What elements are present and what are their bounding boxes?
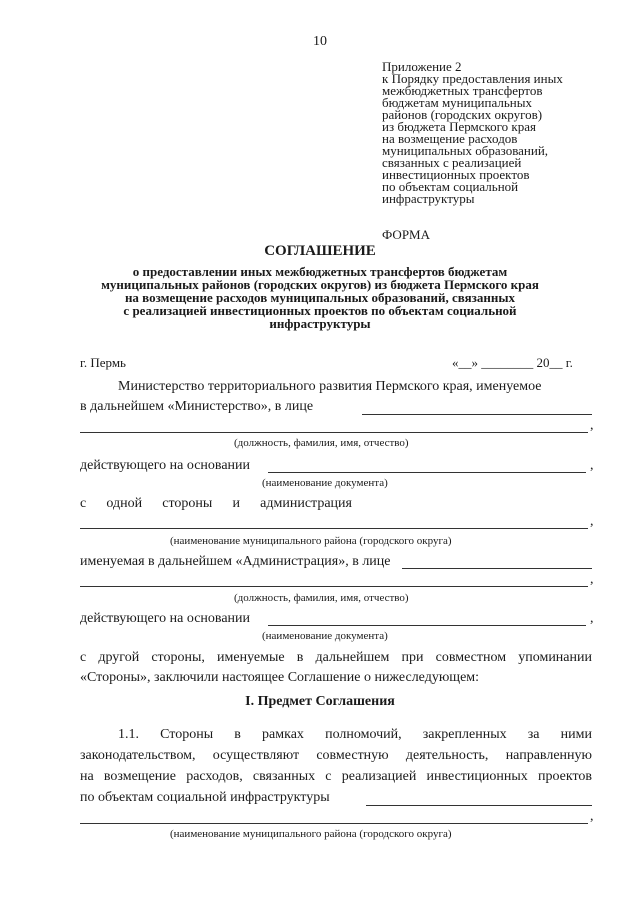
date-placeholder: «__» ________ 20__ г. bbox=[452, 355, 573, 370]
s11-line-3 bbox=[80, 769, 592, 785]
word: в bbox=[234, 727, 241, 742]
acting-basis-1: действующего на основании bbox=[80, 458, 251, 473]
word: рамках bbox=[262, 727, 304, 742]
appendix-line: из бюджета Пермского края bbox=[382, 119, 537, 134]
admin-representative-field-2 bbox=[80, 586, 588, 587]
s11-line-2 bbox=[80, 748, 592, 764]
word: законодательством, bbox=[80, 748, 196, 763]
word: стороны bbox=[162, 496, 213, 511]
appendix-line: межбюджетных трансфертов bbox=[382, 83, 543, 98]
section-1-title: I. Предмет Соглашения bbox=[245, 694, 395, 709]
word: за bbox=[527, 727, 540, 742]
word: одной bbox=[106, 496, 143, 511]
word: именуемые bbox=[217, 650, 285, 665]
word: направленную bbox=[505, 748, 592, 763]
word: в bbox=[296, 650, 304, 665]
word: совместном bbox=[435, 650, 507, 665]
admin-text: именуемая в дальнейшем «Администрация», в лице bbox=[80, 554, 391, 569]
representative-field bbox=[362, 414, 592, 415]
word: дальнейшем bbox=[315, 650, 390, 665]
appendix-line: связанных с реализацией bbox=[382, 155, 522, 170]
document-title: СОГЛАШЕНИЕ bbox=[264, 243, 376, 259]
word: возмещение bbox=[103, 769, 177, 784]
document-field-1 bbox=[268, 472, 586, 473]
caption-position-1: (должность, фамилия, имя, отчество) bbox=[234, 437, 409, 449]
word: при bbox=[401, 650, 424, 665]
admin-representative-field bbox=[402, 568, 592, 569]
word: стороны, bbox=[151, 650, 205, 665]
caption-district-1: (наименование муниципального района (городского округа) bbox=[170, 535, 452, 547]
word: упоминании bbox=[518, 650, 592, 665]
word: осуществляют bbox=[212, 748, 300, 763]
word: другой bbox=[98, 650, 140, 665]
word: инвестиционных bbox=[426, 769, 528, 784]
subtitle-line: на возмещение расходов муниципальных образований, связанных bbox=[124, 290, 516, 305]
comma: , bbox=[590, 809, 594, 824]
document-subtitle bbox=[0, 265, 640, 330]
word: и bbox=[232, 496, 240, 511]
appendix-line: Приложение 2 bbox=[382, 59, 462, 74]
district-field-3 bbox=[80, 823, 588, 824]
caption-document-1: (наименование документа) bbox=[262, 477, 388, 489]
district-field-1 bbox=[80, 528, 588, 529]
subtitle-line: муниципальных районов (городских округов) из бюджета Пермского края bbox=[101, 277, 539, 292]
appendix-block bbox=[382, 61, 563, 205]
appendix-line: инфраструктуры bbox=[382, 191, 475, 206]
word: Стороны bbox=[160, 727, 214, 742]
page-number: 10 bbox=[313, 34, 327, 49]
word: администрация bbox=[260, 496, 352, 511]
comma: , bbox=[590, 572, 594, 587]
other-side-line bbox=[80, 650, 592, 666]
appendix-line: районов (городских округов) bbox=[382, 107, 543, 122]
word: проектов bbox=[537, 769, 592, 784]
word: совместную bbox=[316, 748, 389, 763]
word: полномочий, bbox=[325, 727, 402, 742]
appendix-line: к Порядку предоставления иных bbox=[382, 71, 563, 86]
s11-line-1 bbox=[118, 727, 592, 743]
caption-document-2: (наименование документа) bbox=[262, 630, 388, 642]
appendix-line: муниципальных образований, bbox=[382, 143, 549, 158]
s11-line-4: по объектам социальной инфраструктуры bbox=[80, 790, 330, 805]
comma: , bbox=[590, 514, 594, 529]
subtitle-line: с реализацией инвестиционных проектов по объектам социальной bbox=[123, 303, 517, 318]
other-side-line-2: «Стороны», заключили настоящее Соглашение о нижеследующем: bbox=[80, 670, 480, 685]
side-line bbox=[80, 496, 352, 512]
appendix-line: инвестиционных проектов bbox=[382, 167, 530, 182]
word: ними bbox=[560, 727, 592, 742]
appendix-line: на возмещение расходов bbox=[382, 131, 518, 146]
representative-field-2 bbox=[80, 432, 588, 433]
subtitle-line: инфраструктуры bbox=[269, 316, 371, 331]
intro-line-2: в дальнейшем «Министерство», в лице bbox=[80, 399, 314, 414]
comma: , bbox=[590, 611, 594, 626]
comma: , bbox=[590, 458, 594, 473]
word: с bbox=[325, 769, 332, 784]
subtitle-line: о предоставлении иных межбюджетных трансфертов бюджетам bbox=[132, 264, 508, 279]
word: с bbox=[80, 496, 87, 511]
word: закрепленных bbox=[422, 727, 507, 742]
caption-district-2: (наименование муниципального района (городского округа) bbox=[170, 828, 452, 840]
word: на bbox=[80, 769, 94, 784]
word: связанных bbox=[252, 769, 316, 784]
document-field-2 bbox=[268, 625, 586, 626]
city: г. Пермь bbox=[80, 355, 126, 370]
intro-line-1: Министерство территориального развития Пермского края, именуемое bbox=[118, 379, 542, 394]
word: 1.1. bbox=[118, 727, 139, 742]
caption-position-2: (должность, фамилия, имя, отчество) bbox=[234, 592, 409, 604]
word: реализацией bbox=[341, 769, 417, 784]
appendix-line: по объектам социальной bbox=[382, 179, 519, 194]
word: с bbox=[80, 650, 87, 665]
word: деятельность, bbox=[405, 748, 489, 763]
form-label: ФОРМА bbox=[382, 227, 430, 242]
appendix-line: бюджетам муниципальных bbox=[382, 95, 532, 110]
district-field-2 bbox=[366, 805, 592, 806]
comma: , bbox=[590, 418, 594, 433]
acting-basis-2: действующего на основании bbox=[80, 611, 251, 626]
word: расходов, bbox=[186, 769, 243, 784]
